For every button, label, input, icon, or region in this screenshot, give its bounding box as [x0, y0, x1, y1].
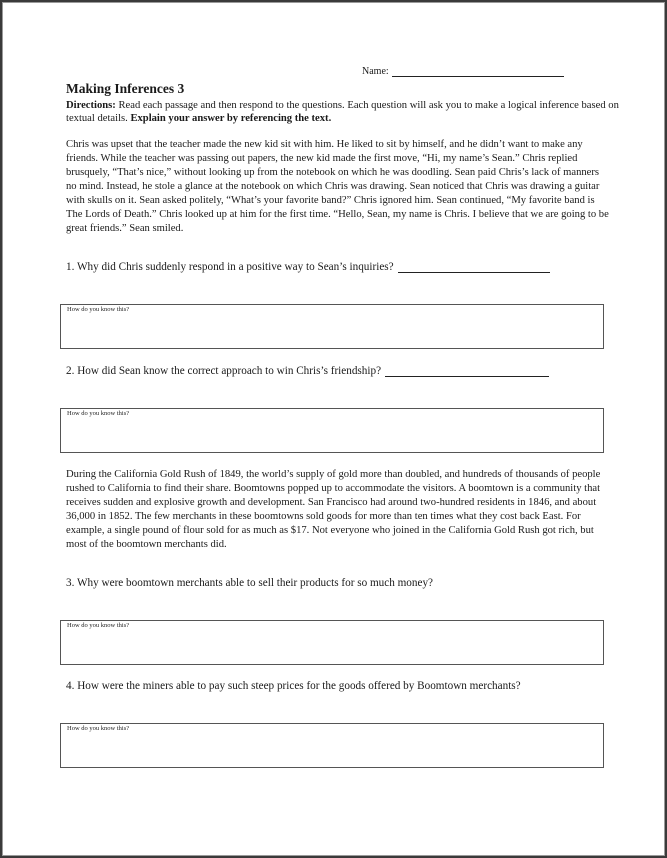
directions [66, 100, 626, 125]
question-2-text: 2. How did Sean know the correct approach to win Chris’s friendship? [66, 365, 382, 377]
page-title: Making Inferences 3 [66, 81, 185, 96]
question-4 [66, 680, 521, 692]
question-2-answer-line[interactable] [385, 365, 549, 377]
answer-box-4[interactable] [60, 723, 604, 768]
question-2 [66, 365, 549, 377]
directions-emphasis: Explain your answer by referencing the text. [130, 112, 332, 124]
question-3 [66, 577, 433, 589]
answer-box-3-label: How do you know this? [67, 622, 130, 629]
question-1-text: 1. Why did Chris suddenly respond in a positive way to Sean’s inquiries? [66, 261, 394, 273]
question-1 [66, 261, 550, 273]
question-4-text: 4. How were the miners able to pay such steep prices for the goods offered by Boomtown merchants? [66, 680, 521, 692]
answer-box-1-label: How do you know this? [67, 306, 130, 313]
answer-box-3[interactable] [60, 620, 604, 665]
question-3-text: 3. Why were boomtown merchants able to sell their products for so much money? [66, 577, 434, 589]
answer-box-2-label: How do you know this? [67, 410, 130, 417]
directions-text: Read each passage and then respond to the questions. Each question will ask you to make a logical inference based on textual details. [66, 100, 619, 124]
directions-label: Directions: [66, 100, 116, 111]
answer-box-1[interactable] [60, 304, 604, 349]
passage-1: Chris was upset that the teacher made the new kid sit with him. He liked to sit by himself, and he didn’t want to make any friends. While the teacher was passing out papers, the new kid made the first move, “Hi, my name’s Sean.” Chris replied brusquely, “That’s nice,” without looking up from the notebook on which he was doodling. Sean paid Chris’s lack of manners no mind. Instead, he stole a glance at the notebook on which Chris was drawing. Sean noticed that Chris was drawing a guitar with skulls on it. Sean asked politely, “What’s your favorite band?” Chris ignored him. Sean continued, “My favorite band is The Lords of Death.” Chris looked up at him for the first time. “Hello, Sean, my name is Chris. I believe that we are going to be great friends.” Sean smiled. [66, 139, 609, 234]
question-1-answer-line[interactable] [398, 261, 550, 273]
answer-box-4-label: How do you know this? [67, 725, 130, 732]
answer-box-2[interactable] [60, 408, 604, 453]
passage-2: During the California Gold Rush of 1849, the world’s supply of gold more than doubled, and hundreds of thousands of people rushed to California to find their share. Boomtowns popped up to accommodate the visitors. A boomtown is a community that receives sudden and explosive growth and development. San Francisco had around two-hundred residents in 1846, and about 36,000 in 1852. The few merchants in these boomtowns sold goods for more than ten times what they cost back East. For example, a single pound of flour sold for as much as $17. Not everyone who joined in the California Gold Rush got rich, but most of the boomtown merchants did. [66, 469, 601, 550]
name-field [362, 65, 564, 77]
name-input-line[interactable] [392, 65, 564, 77]
name-label: Name: [362, 66, 389, 77]
